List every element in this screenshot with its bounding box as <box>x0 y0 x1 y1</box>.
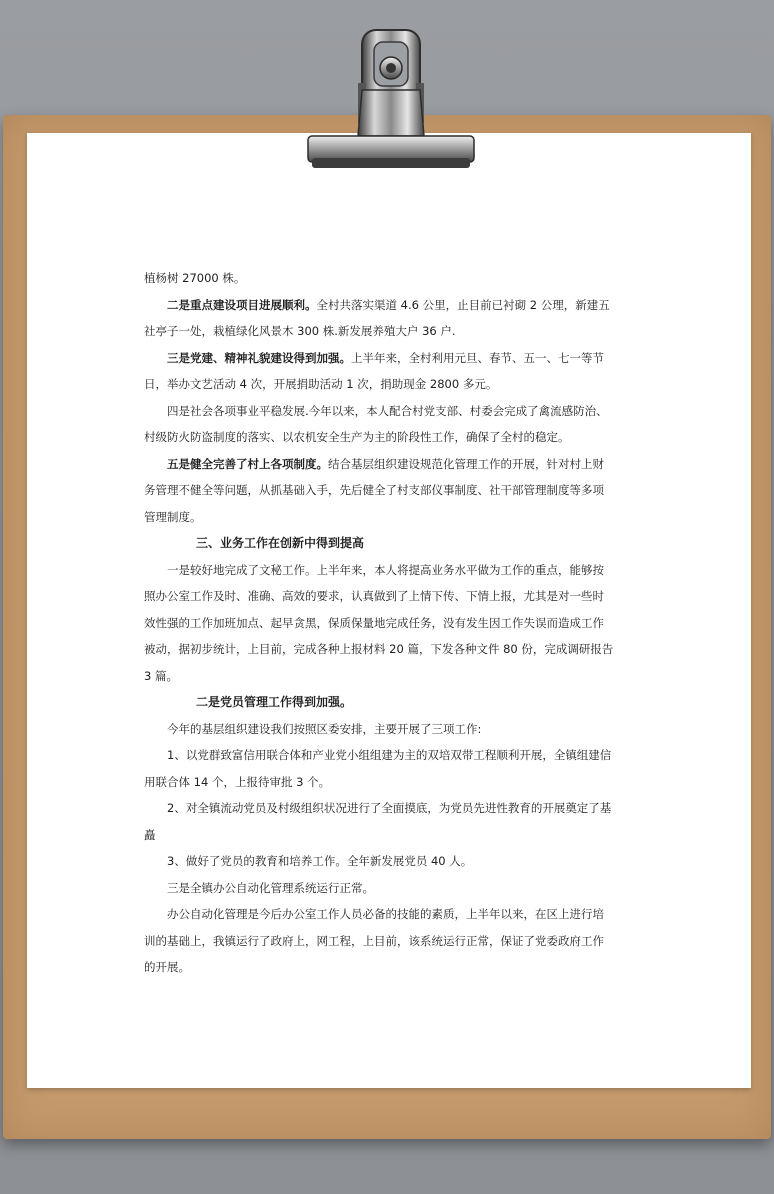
paragraph-1: 植杨树 27000 株。 <box>144 271 246 285</box>
paragraph-11: 2、对全镇流动党员及村级组织状况进行了全面摸底，为党员先进性教育的开展奠定了基矗 <box>144 801 612 842</box>
paragraph-5-lead: 五是健全完善了村上各项制度。 <box>167 456 328 471</box>
paragraph-2-lead: 二是重点建设项目进展顺利。 <box>167 297 317 312</box>
paragraph-7: 一是较好地完成了文秘工作。上半年来，本人将提高业务水平做为工作的重点，能够按照办公室工作及时、准确、高效的要求，认真做到了上情下传、下情上报，尤其是对一些时效性强的工作加班加点、起早贪黑，保质保量地完成任务，没有发生因工作失误而造成工作被动，据初步统计，上目前，完成各种上报材料 20 篇，下发各种文件 80 份，完成调研报告 3 篇。 <box>144 562 614 683</box>
section-title: 三、业务工作在创新中得到提高 <box>196 536 365 550</box>
paragraph-2: 二是重点建设项目进展顺利。全村共落实渠道 4.6 公里，止目前已衬砌 2 公理，新建五社亭子一处，栽植绿化风景木 300 株.新发展养殖大户 36 户. <box>144 297 610 338</box>
paragraph-3-lead: 三是党建、精神礼貌建设得到加强。 <box>167 350 351 365</box>
document-body <box>144 265 614 981</box>
paragraph-10: 1、以党群致富信用联合体和产业党小组组建为主的双培双带工程顺利开展，全镇组建信用联合体 14 个，上报待审批 3 个。 <box>144 748 612 789</box>
paragraph-3: 三是党建、精神礼貌建设得到加强。上半年来，全村利用元旦、春节、五一、七一等节日，举办文艺活动 4 次，开展捐助活动 1 次，捐助现金 2800 多元。 <box>144 350 604 391</box>
paragraph-14: 办公自动化管理是今后办公室工作人员必备的技能的素质，上半年以来，在区上进行培训的基础上，我镇运行了政府上，网工程，上目前，该系统运行正常，保证了党委政府工作的开展。 <box>144 907 604 974</box>
paragraph-12: 3、做好了党员的教育和培养工作。全年新发展党员 40 人。 <box>167 854 473 868</box>
binder-clip-icon <box>300 28 480 178</box>
paragraph-13: 三是全镇办公自动化管理系统运行正常。 <box>167 880 374 895</box>
paragraph-5: 五是健全完善了村上各项制度。结合基层组织建设规范化管理工作的开展，针对村上财务管理不健全等问题，从抓基础入手，先后健全了村支部仪事制度、社干部管理制度等多项管理制度。 <box>144 456 604 524</box>
paragraph-4: 四是社会各项事业平稳发展.今年以来，本人配合村党支部、村委会完成了禽流感防治、村级防火防盗制度的落实、以农机安全生产为主的阶段性工作，确保了全村的稳定。 <box>144 403 608 444</box>
paragraph-9: 今年的基层组织建设我们按照区委安排，主要开展了三项工作: <box>167 721 482 736</box>
sub-title: 二是党员管理工作得到加强。 <box>196 695 353 709</box>
